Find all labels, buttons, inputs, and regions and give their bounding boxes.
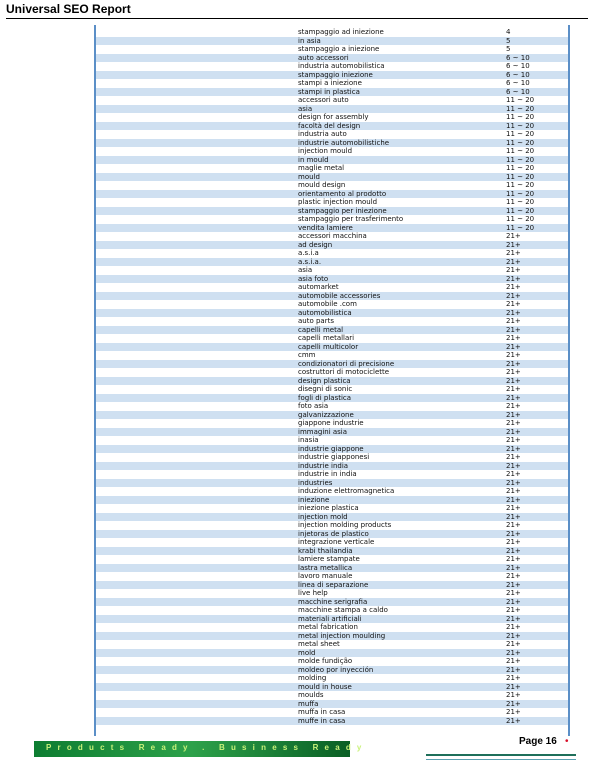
keyword-cell: injetoras de plastico <box>298 529 369 538</box>
page-bullet: • <box>565 736 569 747</box>
table-row <box>96 326 568 335</box>
table-row <box>96 513 568 522</box>
keyword-cell: stampaggio per iniezione <box>298 206 387 215</box>
rank-cell: 11 ~ 20 <box>506 138 535 147</box>
keyword-cell: facoltà del design <box>298 121 361 130</box>
rank-cell: 21+ <box>506 249 521 257</box>
keyword-cell: design for assembly <box>298 113 369 121</box>
keyword-cell: ad design <box>298 240 333 249</box>
rank-cell: 21+ <box>506 283 521 291</box>
rank-cell: 21+ <box>506 665 521 674</box>
table-row <box>96 606 568 615</box>
keyword-cell: automarket <box>298 283 339 291</box>
keyword-cell: industria automobilistica <box>298 62 385 70</box>
keyword-cell: lastra metallica <box>298 563 353 572</box>
page-number: Page 16 <box>519 736 557 747</box>
keyword-cell: industrie giappone <box>298 444 364 453</box>
table-row <box>96 564 568 573</box>
rank-cell: 21+ <box>506 478 521 487</box>
table-row <box>96 479 568 488</box>
rank-cell: 21+ <box>506 257 521 266</box>
table-row <box>96 708 568 717</box>
rank-cell: 21+ <box>506 487 521 495</box>
keyword-cell: in mould <box>298 155 329 164</box>
rank-cell: 5 <box>506 45 511 53</box>
table-row <box>96 649 568 658</box>
table-row <box>96 190 568 199</box>
rank-cell: 21+ <box>506 640 521 648</box>
table-row <box>96 45 568 54</box>
keyword-cell: galvanizzazione <box>298 410 354 419</box>
table-row <box>96 538 568 547</box>
rank-cell: 21+ <box>506 470 521 478</box>
keyword-cell: accessori auto <box>298 96 349 104</box>
table-row <box>96 487 568 496</box>
footer-tagline: Products Ready . Business Ready <box>46 743 368 752</box>
header-rule <box>6 18 588 19</box>
rank-cell: 21+ <box>506 563 521 572</box>
rank-cell: 21+ <box>506 317 521 325</box>
rank-cell: 21+ <box>506 606 521 614</box>
table-row <box>96 581 568 590</box>
table-row <box>96 156 568 165</box>
table-row <box>96 249 568 258</box>
table-row <box>96 351 568 360</box>
table-row <box>96 402 568 411</box>
table-row <box>96 198 568 207</box>
table-row <box>96 360 568 369</box>
table-row <box>96 453 568 462</box>
keyword-cell: moulds <box>298 691 324 699</box>
keyword-cell: automobilistica <box>298 308 352 317</box>
table-row <box>96 623 568 632</box>
rank-cell: 21+ <box>506 716 521 725</box>
keyword-cell: stampaggio per trasferimento <box>298 215 404 223</box>
table-row <box>96 317 568 326</box>
rank-cell: 21+ <box>506 674 521 682</box>
rank-cell: 11 ~ 20 <box>506 189 535 198</box>
keyword-cell: mold <box>298 648 316 657</box>
rank-cell: 21+ <box>506 359 521 368</box>
rank-cell: 11 ~ 20 <box>506 104 535 113</box>
table-row <box>96 147 568 156</box>
table-row <box>96 632 568 641</box>
keyword-cell: krabi thailandia <box>298 546 353 555</box>
table-row <box>96 232 568 241</box>
rank-cell: 21+ <box>506 657 521 665</box>
keyword-ranking-table <box>94 25 570 736</box>
rank-cell: 21+ <box>506 308 521 317</box>
table-row <box>96 428 568 437</box>
rank-cell: 21+ <box>506 682 521 691</box>
rank-cell: 21+ <box>506 546 521 555</box>
rank-cell: 21+ <box>506 623 521 631</box>
rank-cell: 11 ~ 20 <box>506 121 535 130</box>
table-row <box>96 79 568 88</box>
rank-cell: 6 ~ 10 <box>506 53 530 62</box>
rank-cell: 21+ <box>506 402 521 410</box>
keyword-cell: macchine serigrafia <box>298 597 368 606</box>
table-row <box>96 547 568 556</box>
table-row <box>96 436 568 445</box>
table-row <box>96 462 568 471</box>
table-row <box>96 496 568 505</box>
table-row <box>96 292 568 301</box>
keyword-cell: cmm <box>298 351 316 359</box>
table-row <box>96 691 568 700</box>
rank-cell: 21+ <box>506 529 521 538</box>
rank-cell: 11 ~ 20 <box>506 215 535 223</box>
keyword-cell: stampi a iniezione <box>298 79 362 87</box>
table-row <box>96 700 568 709</box>
keyword-cell: mould in house <box>298 682 352 691</box>
table-row <box>96 283 568 292</box>
rank-cell: 11 ~ 20 <box>506 198 535 206</box>
keyword-cell: muffa in casa <box>298 708 346 716</box>
table-row <box>96 674 568 683</box>
rank-cell: 21+ <box>506 325 521 334</box>
keyword-cell: linea di separazione <box>298 580 369 589</box>
table-row <box>96 275 568 284</box>
keyword-cell: asia <box>298 104 313 113</box>
keyword-cell: iniezione <box>298 495 330 504</box>
keyword-cell: molding <box>298 674 327 682</box>
rank-cell: 4 <box>506 28 511 36</box>
rank-cell: 21+ <box>506 555 521 563</box>
rank-cell: 21+ <box>506 648 521 657</box>
rank-cell: 21+ <box>506 427 521 436</box>
rank-cell: 21+ <box>506 274 521 283</box>
table-row <box>96 343 568 352</box>
keyword-cell: industrie giapponesi <box>298 453 370 461</box>
keyword-cell: moldeo por inyección <box>298 665 374 674</box>
report-title: Universal SEO Report <box>6 2 131 16</box>
keyword-cell: integrazione verticale <box>298 538 375 546</box>
rank-cell: 21+ <box>506 300 521 308</box>
keyword-cell: disegni di sonic <box>298 385 353 393</box>
rank-cell: 21+ <box>506 521 521 529</box>
table-row <box>96 368 568 377</box>
keyword-cell: industries <box>298 478 333 487</box>
rank-cell: 11 ~ 20 <box>506 96 535 104</box>
keyword-cell: design plastica <box>298 376 351 385</box>
table-row <box>96 54 568 63</box>
rank-cell: 21+ <box>506 393 521 402</box>
rank-cell: 21+ <box>506 385 521 393</box>
table-row <box>96 224 568 233</box>
rank-cell: 21+ <box>506 453 521 461</box>
keyword-cell: stampaggio iniezione <box>298 70 373 79</box>
rank-cell: 21+ <box>506 614 521 623</box>
rank-cell: 21+ <box>506 495 521 504</box>
table-row <box>96 266 568 275</box>
keyword-cell: giappone industrie <box>298 419 364 427</box>
keyword-cell: immagini asia <box>298 427 348 436</box>
keyword-cell: auto accessori <box>298 53 349 62</box>
table-row <box>96 164 568 173</box>
table-row <box>96 666 568 675</box>
table-row <box>96 394 568 403</box>
table-row <box>96 309 568 318</box>
keyword-cell: injection mold <box>298 512 348 521</box>
table-row <box>96 640 568 649</box>
table-row <box>96 122 568 131</box>
table-row <box>96 258 568 267</box>
keyword-cell: metal injection moulding <box>298 631 386 640</box>
table-row <box>96 445 568 454</box>
rank-cell: 6 ~ 10 <box>506 87 530 96</box>
table-row <box>96 717 568 726</box>
rank-cell: 21+ <box>506 342 521 351</box>
rank-cell: 21+ <box>506 597 521 606</box>
rank-cell: 11 ~ 20 <box>506 155 535 164</box>
table-row <box>96 300 568 309</box>
table-row <box>96 377 568 386</box>
table-row <box>96 173 568 182</box>
table-row <box>96 130 568 139</box>
table-row <box>96 71 568 80</box>
rank-cell: 6 ~ 10 <box>506 79 530 87</box>
keyword-cell: stampi in plastica <box>298 87 360 96</box>
rank-cell: 21+ <box>506 436 521 444</box>
rank-cell: 21+ <box>506 631 521 640</box>
keyword-cell: capelli multicolor <box>298 342 359 351</box>
table-row <box>96 139 568 148</box>
rank-cell: 21+ <box>506 334 521 342</box>
table-rows <box>96 28 568 725</box>
table-row <box>96 241 568 250</box>
table-row <box>96 215 568 224</box>
table-row <box>96 589 568 598</box>
keyword-cell: live help <box>298 589 328 597</box>
keyword-cell: auto parts <box>298 317 334 325</box>
rank-cell: 11 ~ 20 <box>506 172 535 181</box>
keyword-cell: automobile .com <box>298 300 357 308</box>
table-row <box>96 521 568 530</box>
keyword-cell: inasia <box>298 436 319 444</box>
rank-cell: 21+ <box>506 691 521 699</box>
table-row <box>96 504 568 513</box>
rank-cell: 11 ~ 20 <box>506 164 535 172</box>
keyword-cell: metal sheet <box>298 640 340 648</box>
rank-cell: 21+ <box>506 232 521 240</box>
keyword-cell: asia foto <box>298 274 329 283</box>
rank-cell: 21+ <box>506 538 521 546</box>
rank-cell: 21+ <box>506 376 521 385</box>
keyword-cell: a.s.i.a <box>298 249 319 257</box>
keyword-cell: lavoro manuale <box>298 572 353 580</box>
keyword-cell: capelli metallari <box>298 334 355 342</box>
table-row <box>96 385 568 394</box>
rank-cell: 11 ~ 20 <box>506 147 535 155</box>
rank-cell: 21+ <box>506 351 521 359</box>
table-row <box>96 419 568 428</box>
keyword-cell: in asia <box>298 36 321 45</box>
rank-cell: 21+ <box>506 589 521 597</box>
keyword-cell: muffa <box>298 699 319 708</box>
table-row <box>96 683 568 692</box>
rank-cell: 21+ <box>506 512 521 521</box>
keyword-cell: metal fabrication <box>298 623 358 631</box>
rank-cell: 21+ <box>506 708 521 716</box>
table-row <box>96 207 568 216</box>
keyword-cell: capelli metal <box>298 325 344 334</box>
rank-cell: 21+ <box>506 504 521 512</box>
keyword-cell: condizionatori di precisione <box>298 359 395 368</box>
keyword-cell: accessori macchina <box>298 232 367 240</box>
keyword-cell: muffe in casa <box>298 716 346 725</box>
rank-cell: 21+ <box>506 368 521 376</box>
rank-cell: 21+ <box>506 266 521 274</box>
keyword-cell: costruttori di motociclette <box>298 368 390 376</box>
keyword-cell: lamiere stampate <box>298 555 360 563</box>
keyword-cell: industrie automobilistiche <box>298 138 390 147</box>
table-row <box>96 572 568 581</box>
table-row <box>96 62 568 71</box>
table-row <box>96 28 568 37</box>
keyword-cell: vendita lamiere <box>298 223 353 232</box>
rank-cell: 11 ~ 20 <box>506 181 535 189</box>
keyword-cell: plastic injection mould <box>298 198 378 206</box>
table-row <box>96 530 568 539</box>
rank-cell: 21+ <box>506 444 521 453</box>
keyword-cell: foto asia <box>298 402 329 410</box>
keyword-cell: automobile accessories <box>298 291 381 300</box>
rank-cell: 21+ <box>506 580 521 589</box>
rank-cell: 21+ <box>506 419 521 427</box>
footer-rule <box>426 754 576 756</box>
keyword-cell: induzione elettromagnetica <box>298 487 395 495</box>
rank-cell: 11 ~ 20 <box>506 113 535 121</box>
keyword-cell: industria auto <box>298 130 347 138</box>
rank-cell: 11 ~ 20 <box>506 206 535 215</box>
table-row <box>96 113 568 122</box>
table-row <box>96 181 568 190</box>
table-row <box>96 555 568 564</box>
table-row <box>96 37 568 46</box>
keyword-cell: macchine stampa a caldo <box>298 606 388 614</box>
keyword-cell: industrie in india <box>298 470 357 478</box>
table-row <box>96 470 568 479</box>
rank-cell: 11 ~ 20 <box>506 130 535 138</box>
keyword-cell: injection mould <box>298 147 353 155</box>
rank-cell: 21+ <box>506 240 521 249</box>
table-row <box>96 96 568 105</box>
keyword-cell: stampaggio ad iniezione <box>298 28 384 36</box>
keyword-cell: maglie metal <box>298 164 345 172</box>
rank-cell: 21+ <box>506 410 521 419</box>
table-row <box>96 105 568 114</box>
keyword-cell: materiali artificiali <box>298 614 362 623</box>
keyword-cell: injection molding products <box>298 521 392 529</box>
table-row <box>96 334 568 343</box>
keyword-cell: fogli di plastica <box>298 393 352 402</box>
rank-cell: 5 <box>506 36 511 45</box>
rank-cell: 6 ~ 10 <box>506 62 530 70</box>
keyword-cell: a.s.i.a. <box>298 257 322 266</box>
table-row <box>96 615 568 624</box>
table-row <box>96 598 568 607</box>
table-row <box>96 657 568 666</box>
keyword-cell: orientamento al prodotto <box>298 189 387 198</box>
rank-cell: 11 ~ 20 <box>506 223 535 232</box>
rank-cell: 21+ <box>506 291 521 300</box>
rank-cell: 21+ <box>506 461 521 470</box>
keyword-cell: mould design <box>298 181 346 189</box>
report-header <box>6 1 600 23</box>
keyword-cell: mould <box>298 172 320 181</box>
footer-banner <box>34 741 368 757</box>
keyword-cell: molde fundição <box>298 657 353 665</box>
keyword-cell: stampaggio a iniezione <box>298 45 380 53</box>
keyword-cell: industrie india <box>298 461 349 470</box>
rank-cell: 21+ <box>506 572 521 580</box>
table-row <box>96 411 568 420</box>
footer-rule-thin <box>426 759 576 760</box>
keyword-cell: asia <box>298 266 313 274</box>
table-row <box>96 88 568 97</box>
rank-cell: 6 ~ 10 <box>506 70 530 79</box>
rank-cell: 21+ <box>506 699 521 708</box>
keyword-cell: iniezione plastica <box>298 504 359 512</box>
